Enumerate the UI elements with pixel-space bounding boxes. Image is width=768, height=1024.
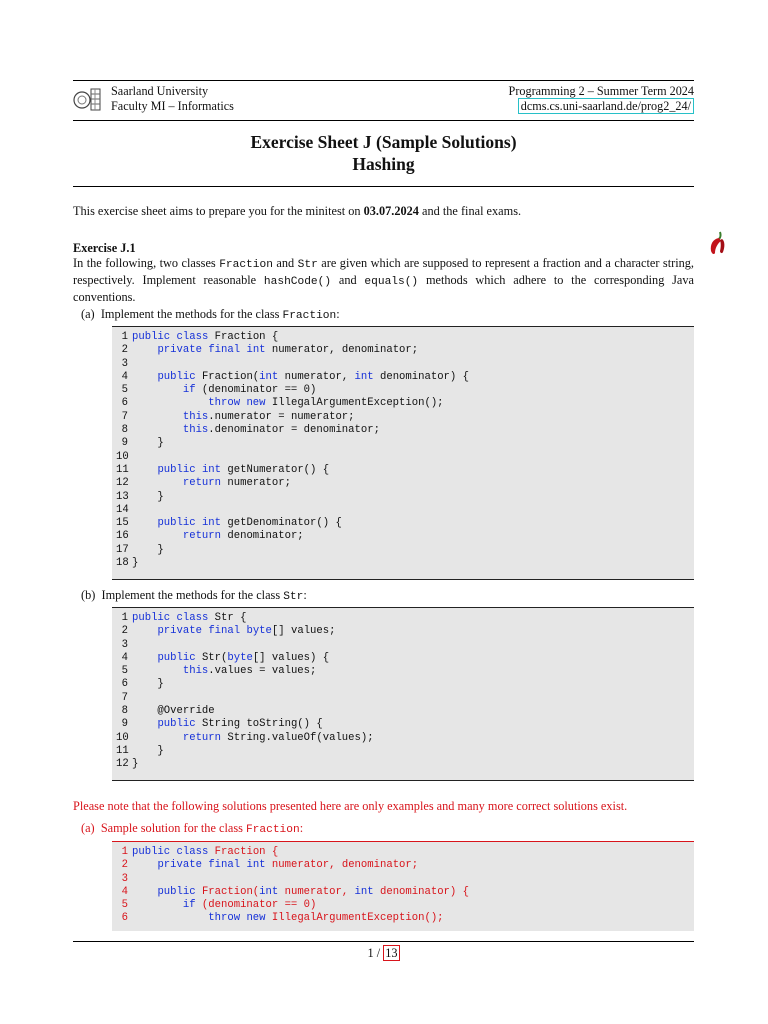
code-line: [112, 397, 694, 410]
page-total-link[interactable]: 13: [385, 946, 398, 960]
code-line: [112, 384, 694, 397]
line-number: 10: [116, 731, 129, 744]
code-line: [112, 652, 694, 665]
line-number: 17: [116, 543, 129, 556]
intro-text-end: and the final exams.: [418, 204, 522, 218]
page-number: [73, 946, 694, 961]
header-top-rule: [73, 80, 694, 81]
title-rule: [73, 186, 694, 187]
line-number: 5: [121, 665, 128, 678]
task-label: (a): [81, 307, 95, 321]
line-number: 15: [116, 517, 129, 530]
chili-pepper-icon: [706, 230, 728, 256]
code-line: [112, 718, 694, 731]
solutions-note: Please note that the following solutions presented here are only examples and many more correct solutions exist.: [73, 799, 628, 813]
code-text: return String.valueOf(values);: [182, 731, 374, 744]
line-number: 8: [121, 705, 128, 718]
code-line: [112, 612, 694, 625]
task-label: (b): [81, 588, 96, 602]
solution-label: (a): [81, 821, 95, 835]
task-b: [81, 588, 307, 605]
exercise-description: [73, 256, 694, 305]
code-text: public Str(byte[] values) {: [157, 651, 330, 664]
code-line: [112, 625, 694, 638]
code-line: [112, 451, 694, 464]
code-line: [112, 371, 694, 384]
desc-text: In the following, two classes: [73, 256, 220, 270]
code-text: public class Fraction {: [132, 331, 279, 343]
university-name: Saarland University: [111, 84, 209, 98]
code-text: private final byte[] values;: [157, 625, 336, 638]
code-text: private final int numerator, denominator;: [157, 344, 419, 357]
desc-text: are given which are supposed to represent a fraction and a character string, respectively. Implement reasonable: [73, 256, 694, 287]
line-number: 6: [121, 678, 128, 691]
code-text: return numerator;: [182, 477, 291, 490]
code-text: @Override: [132, 705, 215, 718]
code-listing-fraction: [112, 326, 694, 580]
code-text: }: [132, 744, 164, 757]
desc-text: methods which adhere to the corresponding Java conventions.: [73, 273, 694, 304]
solution-a: [81, 821, 303, 838]
task-text: Implement the methods for the class: [101, 588, 284, 602]
page-separator: /: [373, 946, 384, 960]
desc-text: and: [272, 256, 298, 270]
code-text: if (denominator == 0): [182, 384, 317, 397]
line-number: 1: [121, 331, 128, 343]
code-text: if (denominator == 0): [182, 899, 317, 912]
code-line: [112, 745, 694, 758]
code-text: private final int numerator, denominator;: [157, 859, 419, 872]
desc-code: hashCode(): [263, 276, 332, 288]
code-line: [112, 692, 694, 705]
code-line: [112, 331, 694, 344]
code-text: this.values = values;: [182, 665, 317, 678]
line-number: 5: [121, 899, 128, 912]
task-code: Str: [283, 591, 304, 603]
header-left: [111, 84, 234, 114]
code-text: }: [132, 557, 139, 570]
code-line: [112, 846, 694, 859]
desc-text: and: [331, 273, 365, 287]
line-number: 2: [121, 625, 128, 638]
line-number: 8: [121, 424, 128, 437]
line-number: 9: [121, 437, 128, 450]
code-line: [112, 758, 694, 771]
code-text: public class Fraction {: [132, 846, 279, 858]
line-number: 5: [121, 384, 128, 397]
code-text: public int getNumerator() {: [157, 463, 330, 476]
code-line: [112, 678, 694, 691]
code-line: [112, 665, 694, 678]
code-line: [112, 899, 694, 912]
line-number: 4: [121, 651, 128, 664]
line-number: 3: [121, 872, 128, 885]
code-text: public class Str {: [132, 612, 247, 624]
code-text: }: [132, 758, 139, 771]
code-line: [112, 464, 694, 477]
title-line-1: Exercise Sheet J (Sample Solutions): [250, 132, 517, 152]
line-number: 6: [121, 397, 128, 410]
task-code: Fraction: [282, 310, 337, 322]
desc-code: Str: [297, 259, 318, 271]
code-line: [112, 358, 694, 371]
solution-text: Sample solution for the class: [100, 821, 246, 835]
code-line: [112, 557, 694, 570]
line-number: 2: [121, 344, 128, 357]
code-line: [112, 544, 694, 557]
code-text: }: [132, 490, 164, 503]
line-number: 3: [121, 638, 128, 651]
header-bottom-rule: [73, 120, 694, 121]
faculty-name: Faculty MI – Informatics: [111, 99, 234, 113]
line-number: 9: [121, 718, 128, 731]
line-number: 11: [116, 463, 129, 476]
line-number: 4: [121, 370, 128, 383]
solution-end: :: [299, 821, 304, 835]
exercise-heading: Exercise J.1: [73, 241, 136, 255]
code-text: public String toString() {: [157, 718, 323, 731]
document-title: [73, 131, 694, 175]
code-listing-str: [112, 607, 694, 781]
page-current: 1: [367, 946, 374, 960]
code-line: [112, 437, 694, 450]
code-line: [112, 411, 694, 424]
line-number: 7: [121, 691, 128, 704]
task-a: [81, 307, 340, 324]
code-line: [112, 344, 694, 357]
task-end: :: [303, 588, 307, 602]
line-number: 10: [116, 450, 129, 463]
line-number: 14: [116, 503, 129, 516]
page-header: [73, 84, 694, 116]
code-text: }: [132, 543, 164, 556]
footer-rule: [73, 941, 694, 942]
desc-code: equals(): [364, 276, 419, 288]
line-number: 18: [116, 557, 129, 570]
code-text: this.denominator = denominator;: [182, 424, 380, 437]
code-line: [112, 705, 694, 718]
line-number: 7: [121, 410, 128, 423]
code-text: throw new IllegalArgumentException();: [208, 397, 444, 410]
code-line: [112, 504, 694, 517]
code-text: return denominator;: [182, 530, 304, 543]
title-line-2: Hashing: [352, 154, 415, 174]
code-text: }: [132, 437, 164, 450]
code-line: [112, 732, 694, 745]
course-url-link[interactable]: dcms.cs.uni-saarland.de/prog2_24/: [518, 98, 694, 114]
line-number: 1: [121, 612, 128, 624]
desc-code: Fraction: [219, 259, 273, 271]
line-number: 16: [116, 530, 129, 543]
code-line: [112, 491, 694, 504]
course-name: Programming 2 – Summer Term 2024: [508, 84, 694, 98]
line-number: 4: [121, 885, 128, 898]
code-text: }: [132, 678, 164, 691]
code-text: public Fraction(int numerator, int denominator) {: [157, 370, 469, 383]
code-line: [112, 424, 694, 437]
header-right: [509, 84, 694, 114]
code-line: [112, 517, 694, 530]
task-text: Implement the methods for the class: [100, 307, 283, 321]
line-number: 2: [121, 859, 128, 872]
line-number: 13: [116, 490, 129, 503]
code-line: [112, 873, 694, 886]
code-text: this.numerator = numerator;: [182, 410, 355, 423]
minitest-date: 03.07.2024: [363, 204, 419, 218]
code-line: [112, 859, 694, 872]
line-number: 11: [116, 744, 129, 757]
task-end: :: [336, 307, 340, 321]
line-number: 3: [121, 357, 128, 370]
line-number: 1: [121, 846, 128, 858]
code-line: [112, 477, 694, 490]
line-number: 12: [116, 758, 129, 771]
code-line: [112, 530, 694, 543]
university-logo-icon: [73, 86, 102, 113]
code-text: throw new IllegalArgumentException();: [208, 912, 444, 925]
code-line: [112, 886, 694, 899]
code-line: [112, 639, 694, 652]
code-text: public int getDenominator() {: [157, 517, 342, 530]
code-listing-solution: [112, 841, 694, 931]
solution-code: Fraction: [245, 824, 300, 836]
code-line: [112, 912, 694, 925]
line-number: 6: [121, 912, 128, 925]
line-number: 12: [116, 477, 129, 490]
code-text: public Fraction(int numerator, int denominator) {: [157, 885, 469, 898]
intro-text: This exercise sheet aims to prepare you for the minitest on: [73, 204, 364, 218]
intro-paragraph: [73, 204, 694, 219]
